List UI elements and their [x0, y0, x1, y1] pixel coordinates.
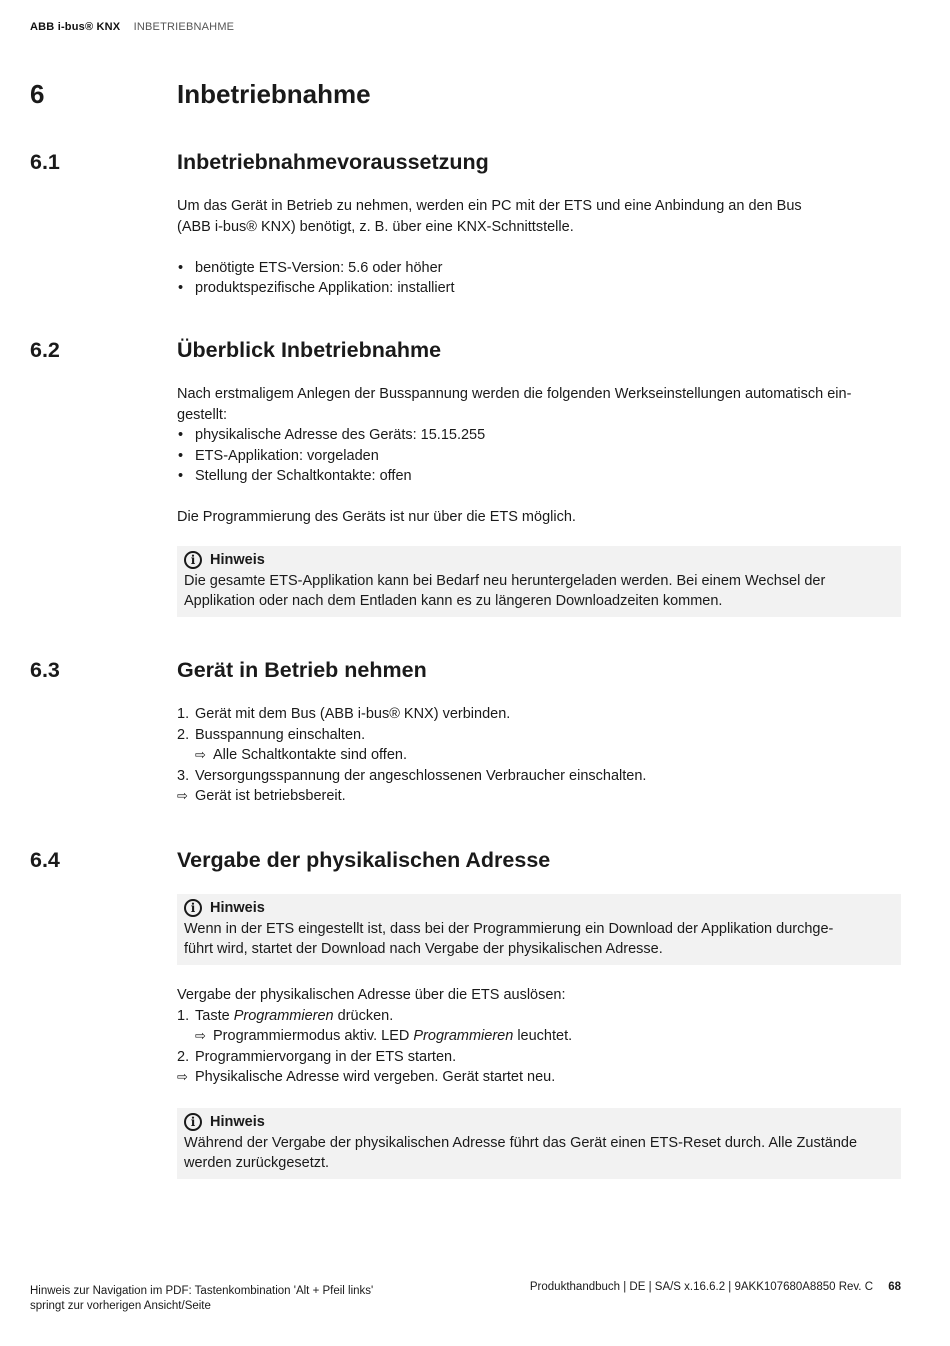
step-item: 1. Taste Programmieren drücken. [177, 1007, 394, 1024]
note-title: Hinweis [210, 900, 265, 916]
result-arrow-icon: ⇨ [195, 747, 206, 762]
step-item: 2. Busspannung einschalten. [177, 726, 366, 743]
section-6-4-body [177, 985, 902, 1088]
info-icon: i [184, 899, 202, 917]
list-item: • produktspezifische Applikation: installiert [177, 278, 902, 299]
footer-document-info [530, 1281, 901, 1293]
section-6-3-title: Gerät in Betrieb nehmen [177, 658, 427, 682]
requirements-list [177, 258, 902, 299]
result-arrow-icon: ⇨ [195, 1028, 206, 1043]
section-6-1-number: 6.1 [30, 150, 60, 174]
header-brand: ABB i-bus® KNX [30, 21, 121, 33]
note-header [184, 550, 893, 571]
section-6-2-body [177, 384, 902, 528]
step-result: ⇨ Alle Schaltkontakte sind offen. [195, 745, 902, 766]
section-6-3-number: 6.3 [30, 658, 60, 682]
note-line: Wenn in der ETS eingestellt ist, dass bei der Programmierung ein Download der Applikation durchge- [184, 920, 834, 937]
section-6-4-number: 6.4 [30, 848, 60, 872]
note-header [184, 898, 893, 919]
note-box [177, 1108, 901, 1179]
info-icon: i [184, 551, 202, 569]
header-chapter: INBETRIEBNAHME [133, 21, 235, 33]
chapter-number: 6 [30, 79, 45, 109]
factory-settings-list [177, 425, 902, 487]
note-title: Hinweis [210, 1114, 265, 1130]
note-header [184, 1112, 893, 1133]
paragraph-line: Nach erstmaligem Anlegen der Busspannung werden die folgenden Werkseinstellungen automatisch ein- [177, 386, 852, 402]
list-item: • physikalische Adresse des Geräts: 15.15.255 [177, 425, 902, 446]
result-arrow-icon: ⇨ [177, 788, 188, 803]
section-6-2-number: 6.2 [30, 338, 60, 362]
list-item: • ETS-Applikation: vorgeladen [177, 446, 902, 467]
section-6-4-title: Vergabe der physikalischen Adresse [177, 848, 551, 872]
step-item: 2. Programmiervorgang in der ETS starten. [177, 1048, 457, 1065]
section-6-1-title: Inbetriebnahmevoraussetzung [177, 150, 489, 174]
chapter-title: Inbetriebnahme [177, 79, 371, 109]
paragraph-line: Um das Gerät in Betrieb zu nehmen, werden ein PC mit der ETS und eine Anbindung an den Bus [177, 198, 802, 214]
note-line: Während der Vergabe der physikalischen Adresse führt das Gerät einen ETS-Reset durch. Alle Zustände [184, 1134, 858, 1151]
result-arrow-icon: ⇨ [177, 1069, 188, 1084]
list-item: • benötigte ETS-Version: 5.6 oder höher [177, 258, 902, 279]
info-icon: i [184, 1113, 202, 1131]
note-line: Applikation oder nach dem Entladen kann es zu längeren Downloadzeiten kommen. [184, 593, 723, 609]
section-6-2-title: Überblick Inbetriebnahme [177, 338, 442, 362]
note-title: Hinweis [210, 552, 265, 568]
note-box [177, 894, 901, 965]
page-header [30, 21, 234, 33]
paragraph-line: gestellt: [177, 406, 227, 423]
document-id: Produkthandbuch | DE | SA/S x.16.6.2 | 9AKK107680A8850 Rev. C [529, 1281, 873, 1293]
step-result: ⇨ Programmiermodus aktiv. LED Programmieren leuchtet. [195, 1026, 902, 1047]
step-item: 3. Versorgungsspannung der angeschlossenen Verbraucher einschalten. [177, 767, 647, 784]
paragraph: Vergabe der physikalischen Adresse über die ETS auslösen: [177, 987, 566, 1003]
step-item: 1. Gerät mit dem Bus (ABB i-bus® KNX) verbinden. [177, 706, 511, 722]
section-6-1-body [177, 196, 902, 299]
list-item: • Stellung der Schaltkontakte: offen [177, 466, 902, 487]
paragraph: Die Programmierung des Geräts ist nur über die ETS möglich. [177, 509, 576, 525]
note-line: führt wird, startet der Download nach Vergabe der physikalischen Adresse. [184, 941, 663, 957]
section-6-3-body [177, 704, 902, 807]
note-line: werden zurückgesetzt. [184, 1155, 330, 1171]
note-box [177, 546, 901, 617]
footer-navigation-hint: Hinweis zur Navigation im PDF: Tastenkombination 'Alt + Pfeil links' springt zur vorherigen Ansicht/Seite [30, 1285, 374, 1312]
note-line: Die gesamte ETS-Applikation kann bei Bedarf neu heruntergeladen werden. Bei einem Wechsel der [184, 572, 826, 589]
paragraph-line: (ABB i-bus® KNX) benötigt, z. B. über eine KNX-Schnittstelle. [177, 218, 574, 235]
final-result: ⇨ Gerät ist betriebsbereit. [177, 786, 902, 807]
final-result: ⇨ Physikalische Adresse wird vergeben. Gerät startet neu. [177, 1067, 902, 1088]
page-number: 68 [888, 1281, 901, 1293]
